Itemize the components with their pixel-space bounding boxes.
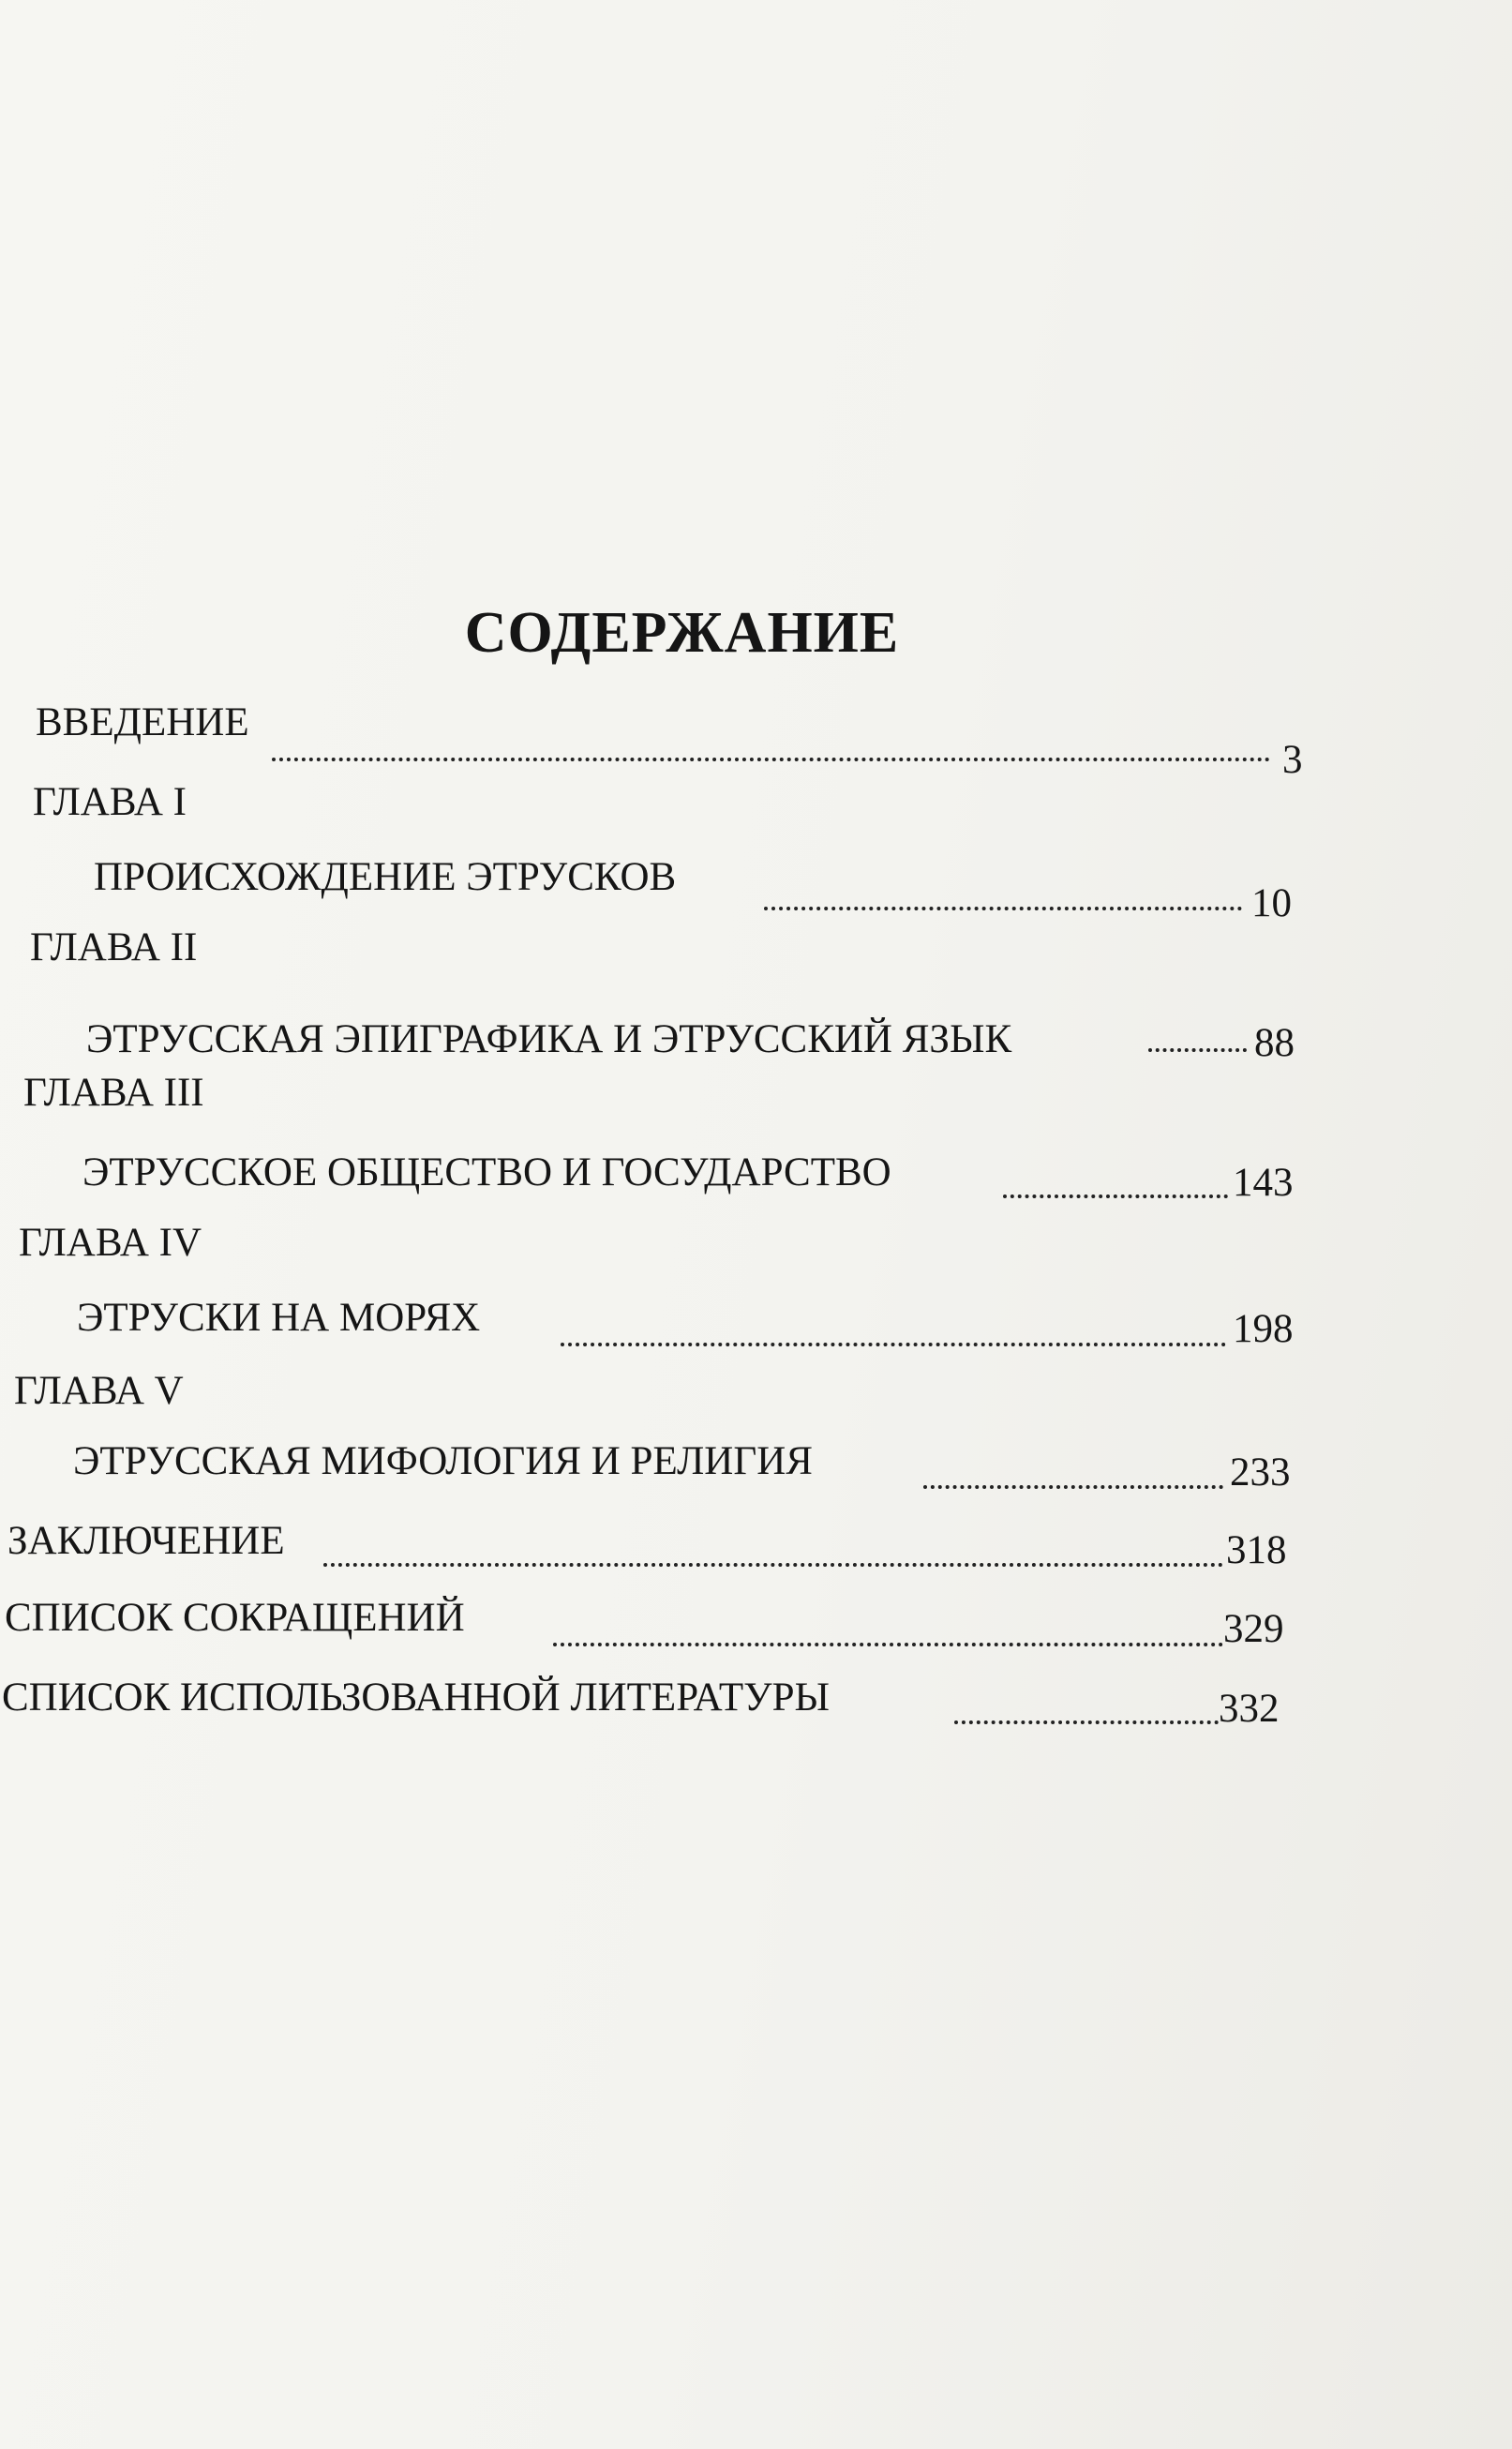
toc-leader-dots [323,1559,1223,1567]
toc-leader-dots [1148,1044,1247,1052]
toc-leader-dots [1003,1191,1228,1198]
toc-chapter-heading: ГЛАВА II [30,925,198,969]
toc-page-number: 198 [1233,1307,1294,1351]
toc-entry-label: ЭТРУССКОЕ ОБЩЕСТВО И ГОСУДАРСТВО [82,1150,891,1194]
toc-entry-label: ВВЕДЕНИЕ [36,700,249,744]
toc-leader-dots [272,754,1270,761]
toc-entry-chapter-5 [73,1437,813,1486]
toc-entry-label: ЗАКЛЮЧЕНИЕ [7,1519,285,1563]
toc-leader-dots [954,1717,1219,1724]
toc-chapter-heading: ГЛАВА IV [19,1221,202,1265]
toc-entry-chapter-2 [86,1015,1011,1064]
toc-leader-dots [553,1639,1223,1646]
toc-entry-chapter-3 [82,1149,891,1197]
toc-entry-label: ЭТРУСКИ НА МОРЯХ [77,1296,481,1340]
toc-entry-label: ЭТРУССКАЯ МИФОЛОГИЯ И РЕЛИГИЯ [73,1439,813,1483]
toc-leader-dots [923,1481,1223,1489]
toc-page-number: 143 [1233,1161,1294,1205]
toc-page-number: 318 [1226,1528,1287,1572]
toc-page-number: 10 [1251,881,1292,925]
toc-entry-bibliography [2,1674,830,1722]
toc-entry-chapter-4 [77,1294,480,1343]
toc-page-number: 332 [1219,1687,1280,1731]
toc-entry-label: ЭТРУССКАЯ ЭПИГРАФИКА И ЭТРУССКИЙ ЯЗЫК [86,1017,1012,1061]
page-title: СОДЕРЖАНИЕ [464,601,900,665]
toc-chapter-heading: ГЛАВА III [23,1071,204,1115]
toc-entry-chapter-1 [94,853,676,902]
toc-page-number: 233 [1230,1450,1291,1495]
toc-entry-introduction [36,699,249,747]
toc-page-number: 329 [1223,1607,1284,1651]
toc-leader-dots [764,903,1242,910]
toc-page-number: 88 [1254,1021,1295,1065]
toc-entry-abbreviations [5,1594,465,1643]
toc-entry-conclusion [7,1517,285,1566]
toc-chapter-heading: ГЛАВА I [33,780,187,824]
toc-entry-label: СПИСОК СОКРАЩЕНИЙ [5,1596,465,1640]
toc-leader-dots [561,1339,1226,1346]
toc-page-number: 3 [1282,738,1303,782]
toc-entry-label: ПРОИСХОЖДЕНИЕ ЭТРУСКОВ [94,855,677,899]
toc-entry-label: СПИСОК ИСПОЛЬЗОВАННОЙ ЛИТЕРАТУРЫ [2,1675,831,1720]
toc-chapter-heading: ГЛАВА V [14,1369,184,1413]
